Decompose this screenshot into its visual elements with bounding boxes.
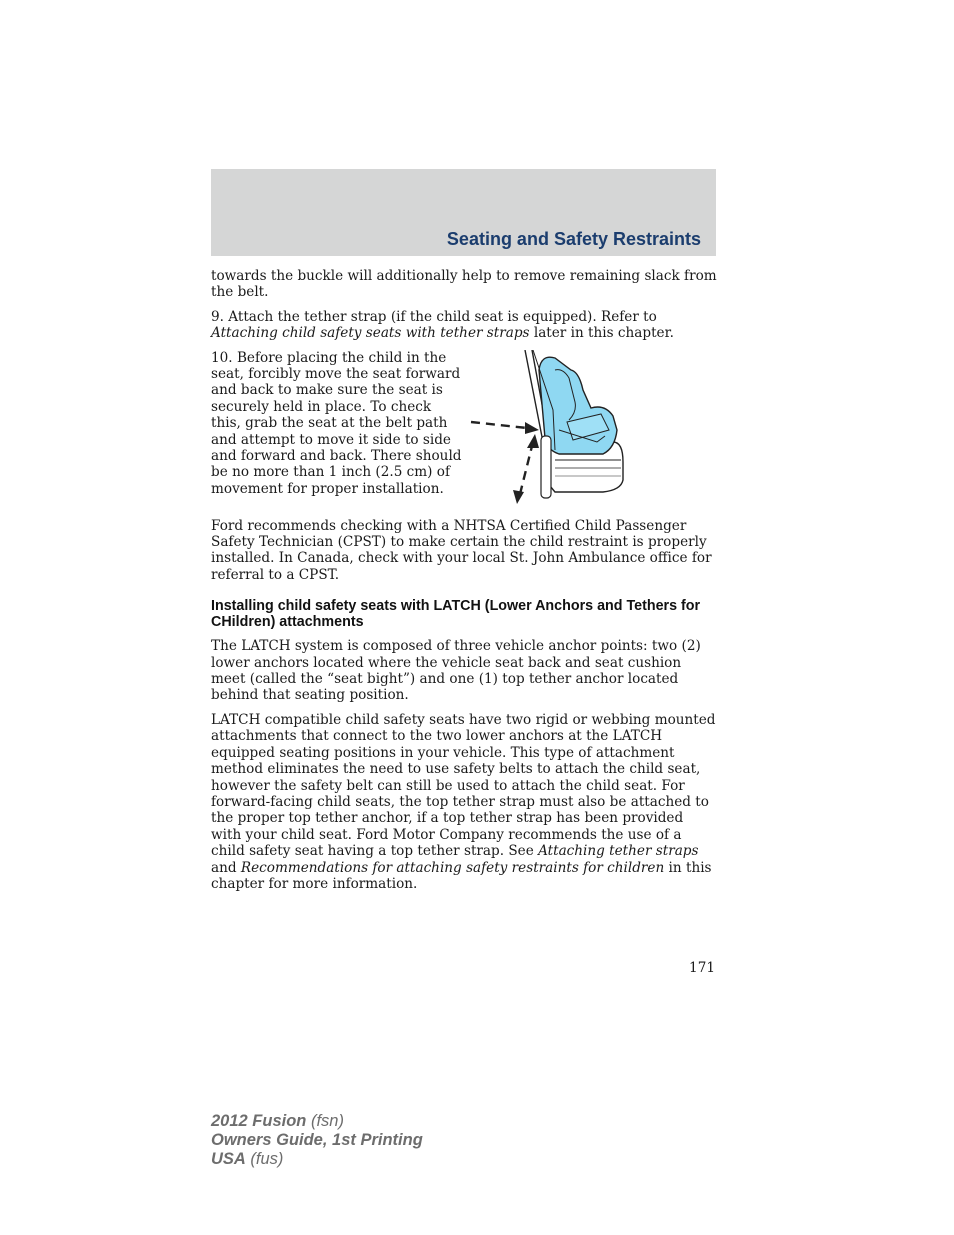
paragraph-latch-system: The LATCH system is composed of three vehicle anchor points: two (2) lower anchors located where the vehicle seat back and seat cushion meet (called the “seat bight”) and one (1) top tether anchor located behind that seating position. [211,638,701,704]
paragraph-cpst: Ford recommends checking with a NHTSA Certified Child Passenger Safety Technician (CPST) to make certain the child restraint is properly installed. In Canada, check with your local St. John Ambulance office for referral to a CPST. [211,517,712,583]
paragraph-step-9 [211,309,717,342]
step-9-text: 9. Attach the tether strap (if the child seat is equipped). Refer to [211,308,657,325]
section-header-band [211,169,716,256]
child-seat-illustration [463,350,717,518]
paragraph-latch-compatible [211,712,717,892]
footer-line-model [211,1112,423,1131]
paragraph-step-10: 10. Before placing the child in the seat, forcibly move the seat forward and back to make sure the seat is securely held in place. To check this, grab the seat at the belt path and attempt to move it side to side and forward and back. There should be no more than 1 inch (2.5 cm) of movement for proper installation. [211,349,462,497]
section-title: Seating and Safety Restraints [446,229,701,249]
footer-model: 2012 Fusion [211,1112,307,1130]
footer-line-market [211,1150,423,1169]
latch-subheading: Installing child safety seats with LATCH (Lower Anchors and Tethers for CHildren) attachments [211,598,701,631]
footer-model-code: (fsn) [306,1112,344,1130]
latch-compatible-text: LATCH compatible child safety seats have two rigid or webbing mounted attachments that connect to the two lower anchors at the LATCH equipped seating positions in your vehicle. This type of attachment method eliminates the need to use safety belts to attach the child seat, however the safety belt can still be used to attach the child seat. For forward-facing child seats, the top tether strap must also be attached to the proper top tether anchor, if a top tether strap has been provided with your child seat. Ford Motor Company recommends the use of a child safety seat having a top tether strap. See [211,711,716,860]
latch-compatible-tail: in this chapter for more information. [211,859,712,892]
paragraph-belt-slack: towards the buckle will additionally help to remove remaining slack from the belt. [211,268,717,301]
footer-market: USA [211,1150,246,1168]
footer-line-guide: Owners Guide, 1st Printing [211,1131,423,1149]
reference-recommendations: Recommendations for attaching safety restraints for children [240,859,665,876]
latch-compatible-and: and [211,859,241,876]
page-content [211,268,717,900]
footer-market-code: (fus) [245,1150,284,1168]
page-number: 171 [689,960,715,976]
step-9-tail: later in this chapter. [529,325,674,342]
child-seat-drawing [463,350,717,518]
step-10-row [211,350,717,518]
step-9-reference: Attaching child safety seats with tether straps [211,325,530,342]
reference-attaching-tether-straps: Attaching tether straps [538,843,699,860]
document-footer [211,1112,423,1169]
